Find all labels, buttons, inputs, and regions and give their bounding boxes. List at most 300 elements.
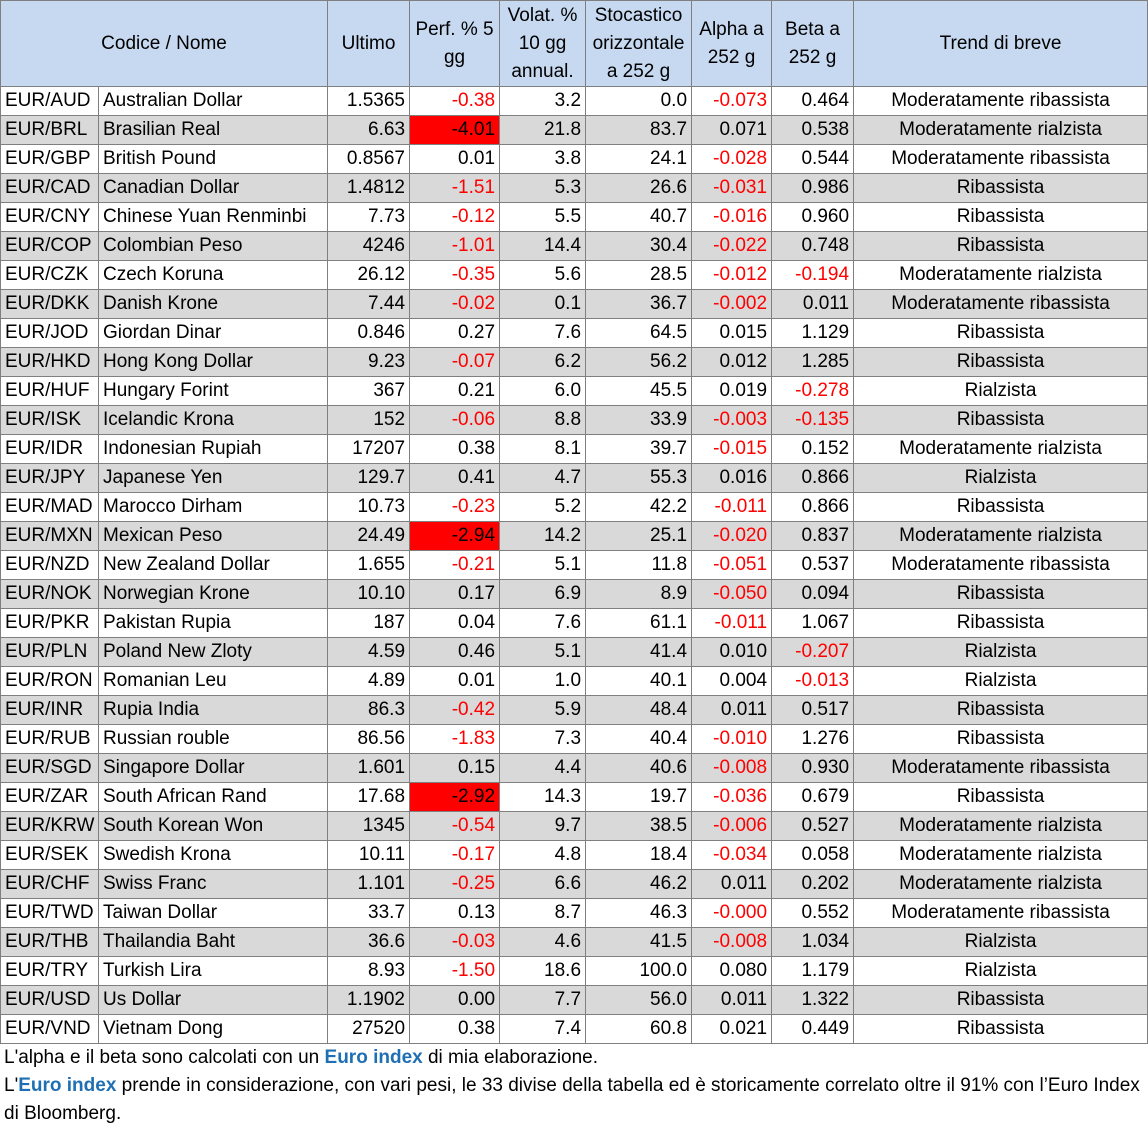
cell-name: British Pound (99, 145, 328, 174)
cell-code: EUR/BRL (1, 116, 99, 145)
cell-stocastico: 56.2 (586, 348, 692, 377)
cell-code: EUR/RON (1, 667, 99, 696)
cell-beta: 1.276 (772, 725, 854, 754)
cell-code: EUR/TWD (1, 899, 99, 928)
cell-volat: 5.2 (500, 493, 586, 522)
cell-ultimo: 36.6 (328, 928, 410, 957)
table-row (1, 899, 1148, 928)
cell-code: EUR/CNY (1, 203, 99, 232)
cell-perf: -1.50 (410, 957, 500, 986)
cell-alpha: -0.034 (692, 841, 772, 870)
cell-perf: -1.51 (410, 174, 500, 203)
table-row (1, 957, 1148, 986)
cell-stocastico: 55.3 (586, 464, 692, 493)
cell-volat: 8.8 (500, 406, 586, 435)
cell-stocastico: 48.4 (586, 696, 692, 725)
cell-stocastico: 30.4 (586, 232, 692, 261)
cell-alpha: -0.015 (692, 435, 772, 464)
table-row (1, 493, 1148, 522)
cell-trend: Ribassista (854, 783, 1148, 812)
cell-trend: Moderatamente rialzista (854, 522, 1148, 551)
cell-ultimo: 10.73 (328, 493, 410, 522)
cell-stocastico: 0.0 (586, 87, 692, 116)
cell-perf: 0.27 (410, 319, 500, 348)
cell-name: Icelandic Krona (99, 406, 328, 435)
cell-alpha: -0.036 (692, 783, 772, 812)
table-row (1, 928, 1148, 957)
cell-stocastico: 38.5 (586, 812, 692, 841)
cell-stocastico: 39.7 (586, 435, 692, 464)
cell-code: EUR/NOK (1, 580, 99, 609)
cell-beta: 0.986 (772, 174, 854, 203)
cell-trend: Ribassista (854, 174, 1148, 203)
cell-trend: Moderatamente ribassista (854, 87, 1148, 116)
cell-name: Romanian Leu (99, 667, 328, 696)
cell-perf: -0.23 (410, 493, 500, 522)
cell-beta: 1.179 (772, 957, 854, 986)
header-perf: Perf. % 5 gg (410, 1, 500, 87)
cell-alpha: -0.031 (692, 174, 772, 203)
cell-name: Poland New Zloty (99, 638, 328, 667)
cell-trend: Ribassista (854, 986, 1148, 1015)
cell-alpha: 0.011 (692, 870, 772, 899)
cell-code: EUR/MAD (1, 493, 99, 522)
cell-trend: Moderatamente rialzista (854, 261, 1148, 290)
cell-beta: 0.552 (772, 899, 854, 928)
cell-stocastico: 61.1 (586, 609, 692, 638)
cell-trend: Moderatamente ribassista (854, 754, 1148, 783)
cell-trend: Moderatamente ribassista (854, 145, 1148, 174)
cell-code: EUR/COP (1, 232, 99, 261)
cell-stocastico: 19.7 (586, 783, 692, 812)
cell-code: EUR/RUB (1, 725, 99, 754)
cell-beta: 1.322 (772, 986, 854, 1015)
cell-trend: Ribassista (854, 696, 1148, 725)
cell-name: Us Dollar (99, 986, 328, 1015)
cell-ultimo: 1.655 (328, 551, 410, 580)
cell-ultimo: 10.10 (328, 580, 410, 609)
cell-trend: Ribassista (854, 580, 1148, 609)
cell-alpha: -0.051 (692, 551, 772, 580)
cell-alpha: 0.080 (692, 957, 772, 986)
table-row (1, 696, 1148, 725)
table-row (1, 1015, 1148, 1044)
cell-beta: 0.930 (772, 754, 854, 783)
cell-code: EUR/NZD (1, 551, 99, 580)
cell-code: EUR/ISK (1, 406, 99, 435)
cell-code: EUR/KRW (1, 812, 99, 841)
table-row (1, 464, 1148, 493)
cell-volat: 6.6 (500, 870, 586, 899)
header-trend: Trend di breve (854, 1, 1148, 87)
cell-ultimo: 10.11 (328, 841, 410, 870)
cell-code: EUR/AUD (1, 87, 99, 116)
cell-trend: Rialzista (854, 638, 1148, 667)
cell-perf: -0.12 (410, 203, 500, 232)
cell-alpha: -0.000 (692, 899, 772, 928)
cell-beta: 0.538 (772, 116, 854, 145)
footnote-1-text-a: L'alpha e il beta sono calcolati con un (4, 1047, 325, 1068)
cell-name: Swiss Franc (99, 870, 328, 899)
cell-code: EUR/SGD (1, 754, 99, 783)
cell-name: Vietnam Dong (99, 1015, 328, 1044)
header-beta: Beta a 252 g (772, 1, 854, 87)
table-row (1, 261, 1148, 290)
cell-code: EUR/PKR (1, 609, 99, 638)
cell-volat: 7.4 (500, 1015, 586, 1044)
table-body (1, 87, 1148, 1044)
cell-stocastico: 42.2 (586, 493, 692, 522)
cell-volat: 8.7 (500, 899, 586, 928)
cell-alpha: 0.016 (692, 464, 772, 493)
cell-beta: -0.194 (772, 261, 854, 290)
cell-alpha: 0.021 (692, 1015, 772, 1044)
cell-name: Canadian Dollar (99, 174, 328, 203)
cell-alpha: 0.011 (692, 986, 772, 1015)
cell-stocastico: 46.3 (586, 899, 692, 928)
cell-trend: Ribassista (854, 319, 1148, 348)
table-row (1, 725, 1148, 754)
cell-volat: 7.6 (500, 319, 586, 348)
cell-volat: 8.1 (500, 435, 586, 464)
cell-ultimo: 367 (328, 377, 410, 406)
cell-trend: Moderatamente rialzista (854, 116, 1148, 145)
cell-stocastico: 40.7 (586, 203, 692, 232)
cell-perf: 0.15 (410, 754, 500, 783)
cell-ultimo: 1345 (328, 812, 410, 841)
cell-alpha: -0.011 (692, 493, 772, 522)
cell-trend: Rialzista (854, 377, 1148, 406)
cell-ultimo: 24.49 (328, 522, 410, 551)
cell-alpha: -0.003 (692, 406, 772, 435)
table-row (1, 986, 1148, 1015)
cell-ultimo: 27520 (328, 1015, 410, 1044)
cell-volat: 5.6 (500, 261, 586, 290)
cell-name: Hong Kong Dollar (99, 348, 328, 377)
cell-volat: 18.6 (500, 957, 586, 986)
table-row (1, 232, 1148, 261)
cell-volat: 7.6 (500, 609, 586, 638)
cell-code: EUR/JPY (1, 464, 99, 493)
cell-alpha: -0.006 (692, 812, 772, 841)
cell-volat: 14.2 (500, 522, 586, 551)
cell-name: Chinese Yuan Renminbi (99, 203, 328, 232)
cell-stocastico: 40.6 (586, 754, 692, 783)
cell-beta: 0.866 (772, 464, 854, 493)
cell-ultimo: 152 (328, 406, 410, 435)
cell-name: Thailandia Baht (99, 928, 328, 957)
cell-beta: -0.135 (772, 406, 854, 435)
cell-code: EUR/HKD (1, 348, 99, 377)
cell-beta: 0.202 (772, 870, 854, 899)
cell-volat: 7.3 (500, 725, 586, 754)
cell-name: Australian Dollar (99, 87, 328, 116)
cell-name: Japanese Yen (99, 464, 328, 493)
table-row (1, 580, 1148, 609)
cell-ultimo: 4246 (328, 232, 410, 261)
cell-code: EUR/ZAR (1, 783, 99, 812)
cell-ultimo: 6.63 (328, 116, 410, 145)
table-row (1, 377, 1148, 406)
cell-beta: 1.034 (772, 928, 854, 957)
cell-trend: Rialzista (854, 957, 1148, 986)
cell-beta: 0.058 (772, 841, 854, 870)
cell-ultimo: 7.44 (328, 290, 410, 319)
cell-code: EUR/VND (1, 1015, 99, 1044)
cell-perf: -0.07 (410, 348, 500, 377)
cell-perf: -0.02 (410, 290, 500, 319)
cell-stocastico: 25.1 (586, 522, 692, 551)
cell-ultimo: 17207 (328, 435, 410, 464)
cell-trend: Rialzista (854, 464, 1148, 493)
cell-ultimo: 26.12 (328, 261, 410, 290)
header-stocastico: Stocastico orizzontale a 252 g (586, 1, 692, 87)
cell-stocastico: 26.6 (586, 174, 692, 203)
cell-beta: 0.517 (772, 696, 854, 725)
cell-stocastico: 41.4 (586, 638, 692, 667)
cell-volat: 9.7 (500, 812, 586, 841)
cell-volat: 21.8 (500, 116, 586, 145)
cell-perf: -1.01 (410, 232, 500, 261)
cell-perf: -0.06 (410, 406, 500, 435)
header-codice-nome: Codice / Nome (1, 1, 328, 87)
cell-alpha: -0.008 (692, 928, 772, 957)
cell-volat: 6.2 (500, 348, 586, 377)
table-row (1, 841, 1148, 870)
cell-beta: 0.748 (772, 232, 854, 261)
cell-trend: Ribassista (854, 203, 1148, 232)
cell-alpha: -0.011 (692, 609, 772, 638)
cell-beta: 1.067 (772, 609, 854, 638)
cell-alpha: 0.004 (692, 667, 772, 696)
cell-perf: 0.01 (410, 667, 500, 696)
cell-code: EUR/CHF (1, 870, 99, 899)
cell-stocastico: 24.1 (586, 145, 692, 174)
cell-perf: 0.46 (410, 638, 500, 667)
cell-code: EUR/JOD (1, 319, 99, 348)
cell-perf: -0.03 (410, 928, 500, 957)
cell-code: EUR/USD (1, 986, 99, 1015)
cell-name: Hungary Forint (99, 377, 328, 406)
cell-ultimo: 187 (328, 609, 410, 638)
cell-ultimo: 7.73 (328, 203, 410, 232)
table-row (1, 551, 1148, 580)
cell-stocastico: 40.1 (586, 667, 692, 696)
cell-ultimo: 0.846 (328, 319, 410, 348)
cell-stocastico: 11.8 (586, 551, 692, 580)
cell-volat: 4.6 (500, 928, 586, 957)
table-row (1, 145, 1148, 174)
cell-perf: -0.21 (410, 551, 500, 580)
cell-alpha: -0.008 (692, 754, 772, 783)
cell-beta: -0.207 (772, 638, 854, 667)
cell-volat: 5.3 (500, 174, 586, 203)
cell-ultimo: 1.1902 (328, 986, 410, 1015)
cell-stocastico: 18.4 (586, 841, 692, 870)
cell-beta: 0.837 (772, 522, 854, 551)
cell-volat: 6.0 (500, 377, 586, 406)
cell-name: Turkish Lira (99, 957, 328, 986)
cell-code: EUR/DKK (1, 290, 99, 319)
cell-volat: 5.1 (500, 551, 586, 580)
table-header (1, 1, 1148, 87)
cell-alpha: -0.022 (692, 232, 772, 261)
cell-perf: -0.35 (410, 261, 500, 290)
cell-beta: 1.129 (772, 319, 854, 348)
cell-volat: 4.8 (500, 841, 586, 870)
cell-trend: Ribassista (854, 232, 1148, 261)
cell-perf: 0.13 (410, 899, 500, 928)
cell-ultimo: 9.23 (328, 348, 410, 377)
table-row (1, 783, 1148, 812)
cell-perf: -0.17 (410, 841, 500, 870)
cell-name: Indonesian Rupiah (99, 435, 328, 464)
table-row (1, 319, 1148, 348)
cell-trend: Moderatamente rialzista (854, 812, 1148, 841)
cell-name: South African Rand (99, 783, 328, 812)
cell-beta: 1.285 (772, 348, 854, 377)
cell-trend: Moderatamente rialzista (854, 870, 1148, 899)
cell-code: EUR/IDR (1, 435, 99, 464)
cell-perf: -4.01 (410, 116, 500, 145)
cell-beta: 0.449 (772, 1015, 854, 1044)
cell-volat: 3.8 (500, 145, 586, 174)
table-row (1, 667, 1148, 696)
cell-code: EUR/PLN (1, 638, 99, 667)
table-row (1, 870, 1148, 899)
cell-beta: 0.679 (772, 783, 854, 812)
cell-perf: -0.25 (410, 870, 500, 899)
cell-name: New Zealand Dollar (99, 551, 328, 580)
cell-code: EUR/MXN (1, 522, 99, 551)
cell-perf: -2.94 (410, 522, 500, 551)
footnotes (0, 1044, 1148, 1128)
cell-alpha: -0.002 (692, 290, 772, 319)
cell-trend: Rialzista (854, 667, 1148, 696)
cell-stocastico: 28.5 (586, 261, 692, 290)
cell-code: EUR/TRY (1, 957, 99, 986)
cell-ultimo: 1.101 (328, 870, 410, 899)
footnote-1 (4, 1044, 1144, 1072)
cell-trend: Ribassista (854, 609, 1148, 638)
euro-index-link-2: Euro index (18, 1075, 117, 1096)
cell-ultimo: 86.3 (328, 696, 410, 725)
cell-beta: 0.527 (772, 812, 854, 841)
cell-perf: -0.38 (410, 87, 500, 116)
cell-perf: 0.41 (410, 464, 500, 493)
cell-perf: 0.01 (410, 145, 500, 174)
cell-alpha: 0.019 (692, 377, 772, 406)
cell-code: EUR/HUF (1, 377, 99, 406)
cell-ultimo: 0.8567 (328, 145, 410, 174)
cell-stocastico: 100.0 (586, 957, 692, 986)
cell-stocastico: 8.9 (586, 580, 692, 609)
cell-alpha: -0.010 (692, 725, 772, 754)
cell-perf: 0.04 (410, 609, 500, 638)
table-row (1, 406, 1148, 435)
cell-perf: 0.17 (410, 580, 500, 609)
cell-ultimo: 4.59 (328, 638, 410, 667)
cell-trend: Ribassista (854, 348, 1148, 377)
cell-trend: Moderatamente ribassista (854, 551, 1148, 580)
table-row (1, 812, 1148, 841)
cell-alpha: -0.016 (692, 203, 772, 232)
cell-beta: 0.544 (772, 145, 854, 174)
cell-stocastico: 60.8 (586, 1015, 692, 1044)
cell-code: EUR/THB (1, 928, 99, 957)
cell-trend: Ribassista (854, 1015, 1148, 1044)
table-row (1, 87, 1148, 116)
cell-stocastico: 33.9 (586, 406, 692, 435)
cell-volat: 5.9 (500, 696, 586, 725)
cell-ultimo: 1.601 (328, 754, 410, 783)
cell-name: Brasilian Real (99, 116, 328, 145)
cell-beta: 0.152 (772, 435, 854, 464)
cell-volat: 5.1 (500, 638, 586, 667)
cell-beta: 0.960 (772, 203, 854, 232)
cell-beta: 0.464 (772, 87, 854, 116)
cell-code: EUR/SEK (1, 841, 99, 870)
cell-name: Colombian Peso (99, 232, 328, 261)
cell-volat: 14.4 (500, 232, 586, 261)
cell-stocastico: 83.7 (586, 116, 692, 145)
cell-name: Marocco Dirham (99, 493, 328, 522)
euro-index-link: Euro index (324, 1047, 423, 1068)
cell-volat: 7.7 (500, 986, 586, 1015)
footnote-2-text-a: L' (4, 1075, 19, 1096)
cell-alpha: 0.015 (692, 319, 772, 348)
cell-trend: Ribassista (854, 406, 1148, 435)
cell-volat: 6.9 (500, 580, 586, 609)
cell-volat: 14.3 (500, 783, 586, 812)
cell-perf: 0.21 (410, 377, 500, 406)
table-row (1, 348, 1148, 377)
cell-name: Singapore Dollar (99, 754, 328, 783)
cell-alpha: -0.012 (692, 261, 772, 290)
table-row (1, 638, 1148, 667)
cell-alpha: -0.028 (692, 145, 772, 174)
cell-alpha: 0.011 (692, 696, 772, 725)
cell-perf: -1.83 (410, 725, 500, 754)
table-row (1, 174, 1148, 203)
cell-trend: Ribassista (854, 725, 1148, 754)
cell-perf: 0.00 (410, 986, 500, 1015)
cell-ultimo: 4.89 (328, 667, 410, 696)
cell-trend: Moderatamente ribassista (854, 290, 1148, 319)
footnote-2-text-b: prende in considerazione, con vari pesi, le 33 divise della tabella ed è storicamente correlato oltre il 91% con l’Euro Index di Bloomberg. (4, 1075, 1140, 1124)
table-row (1, 754, 1148, 783)
cell-name: Pakistan Rupia (99, 609, 328, 638)
cell-trend: Rialzista (854, 928, 1148, 957)
cell-alpha: -0.050 (692, 580, 772, 609)
cell-code: EUR/CAD (1, 174, 99, 203)
cell-alpha: -0.073 (692, 87, 772, 116)
cell-alpha: -0.020 (692, 522, 772, 551)
cell-beta: -0.013 (772, 667, 854, 696)
table-row (1, 116, 1148, 145)
cell-stocastico: 36.7 (586, 290, 692, 319)
cell-code: EUR/CZK (1, 261, 99, 290)
cell-name: Taiwan Dollar (99, 899, 328, 928)
table-row (1, 435, 1148, 464)
cell-perf: 0.38 (410, 435, 500, 464)
cell-name: Czech Koruna (99, 261, 328, 290)
cell-volat: 5.5 (500, 203, 586, 232)
cell-stocastico: 40.4 (586, 725, 692, 754)
cell-stocastico: 45.5 (586, 377, 692, 406)
footnote-1-text-b: di mia elaborazione. (422, 1047, 599, 1068)
cell-name: Giordan Dinar (99, 319, 328, 348)
